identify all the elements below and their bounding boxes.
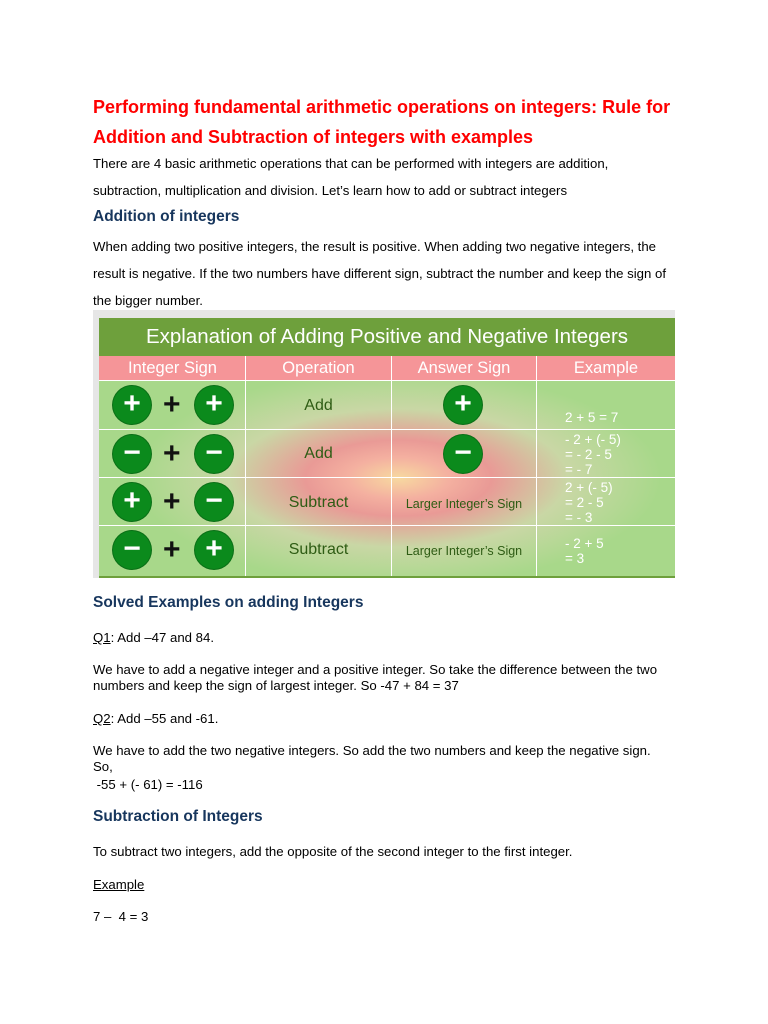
table-divider bbox=[536, 356, 537, 578]
answer-sign-text: Larger Integer’s Sign bbox=[405, 544, 523, 558]
integer-sign-table bbox=[93, 310, 675, 578]
operation-label: Subtract bbox=[288, 541, 349, 558]
header-answer-sign: Answer Sign bbox=[417, 359, 511, 377]
operation-label: Subtract bbox=[288, 494, 349, 511]
plus-circle-icon: + bbox=[113, 386, 151, 424]
q1-label: Q1 bbox=[93, 630, 111, 645]
minus-circle-icon: − bbox=[444, 435, 482, 473]
subtraction-heading: Subtraction of Integers bbox=[93, 808, 263, 825]
example-text: - 2 + 5 = 3 bbox=[565, 536, 604, 566]
minus-circle-icon: − bbox=[113, 435, 151, 473]
subtraction-paragraph: To subtract two integers, add the opposite of the second integer to the first integer. bbox=[93, 844, 573, 859]
plus-circle-icon: + bbox=[195, 386, 233, 424]
addition-paragraph: When adding two positive integers, the result is positive. When adding two negative integers, the result is negative. If the two numbers have different sign, subtract the number and keep the sign of the bigger number. bbox=[93, 239, 667, 308]
plus-circle-icon: + bbox=[195, 531, 233, 569]
operation-label: Add bbox=[304, 397, 333, 414]
plus-icon: + bbox=[163, 437, 181, 470]
table-bottom-border bbox=[99, 576, 675, 578]
answer-1: We have to add a negative integer and a positive integer. So take the difference between the two numbers and keep the sign of largest integer. So -47 + 84 = 37 bbox=[93, 662, 658, 693]
table-body bbox=[99, 356, 675, 578]
table-divider bbox=[99, 380, 675, 381]
answer-2: We have to add the two negative integers. So add the two numbers and keep the negative sign. So, bbox=[93, 743, 651, 774]
example-label: Example bbox=[93, 877, 145, 892]
minus-circle-icon: − bbox=[113, 531, 151, 569]
q2-label: Q2 bbox=[93, 711, 111, 726]
table-divider bbox=[99, 429, 675, 430]
addition-heading: Addition of integers bbox=[93, 208, 240, 225]
answer-2-result: -55 + (- 61) = -116 bbox=[93, 777, 203, 792]
q2-text: : Add –55 and -61. bbox=[110, 711, 219, 726]
answer-sign-text: Larger Integer’s Sign bbox=[405, 497, 523, 511]
plus-circle-icon: + bbox=[113, 483, 151, 521]
plus-icon: + bbox=[163, 533, 181, 566]
table-divider bbox=[99, 525, 675, 526]
example-equation: 7 – 4 = 3 bbox=[93, 909, 149, 924]
example-text: - 2 + (- 5) = - 2 - 5 = - 7 bbox=[565, 432, 621, 477]
header-integer-sign: Integer Sign bbox=[128, 359, 217, 377]
plus-icon: + bbox=[163, 485, 181, 518]
question-2 bbox=[93, 711, 673, 727]
q1-text: : Add –47 and 84. bbox=[110, 630, 214, 645]
example-text: 2 + 5 = 7 bbox=[565, 410, 619, 425]
solved-examples-heading: Solved Examples on adding Integers bbox=[93, 594, 364, 611]
example-text: 2 + (- 5) = 2 - 5 = - 3 bbox=[565, 480, 613, 525]
minus-circle-icon: − bbox=[195, 483, 233, 521]
minus-circle-icon: − bbox=[195, 435, 233, 473]
plus-circle-icon: + bbox=[444, 386, 482, 424]
table-header-row bbox=[99, 356, 675, 380]
table-divider bbox=[99, 477, 675, 478]
header-operation: Operation bbox=[282, 359, 355, 377]
plus-icon: + bbox=[163, 388, 181, 421]
header-example: Example bbox=[573, 359, 639, 377]
page-title: Performing fundamental arithmetic operations on integers: Rule for Addition and Subtraction of integers with examples bbox=[93, 97, 671, 147]
operation-label: Add bbox=[304, 445, 333, 462]
table-title: Explanation of Adding Positive and Negative Integers bbox=[99, 318, 675, 356]
intro-paragraph: There are 4 basic arithmetic operations that can be performed with integers are addition, subtraction, multiplication and division. Let’s learn how to add or subtract integers bbox=[93, 156, 609, 198]
question-1 bbox=[93, 630, 673, 646]
